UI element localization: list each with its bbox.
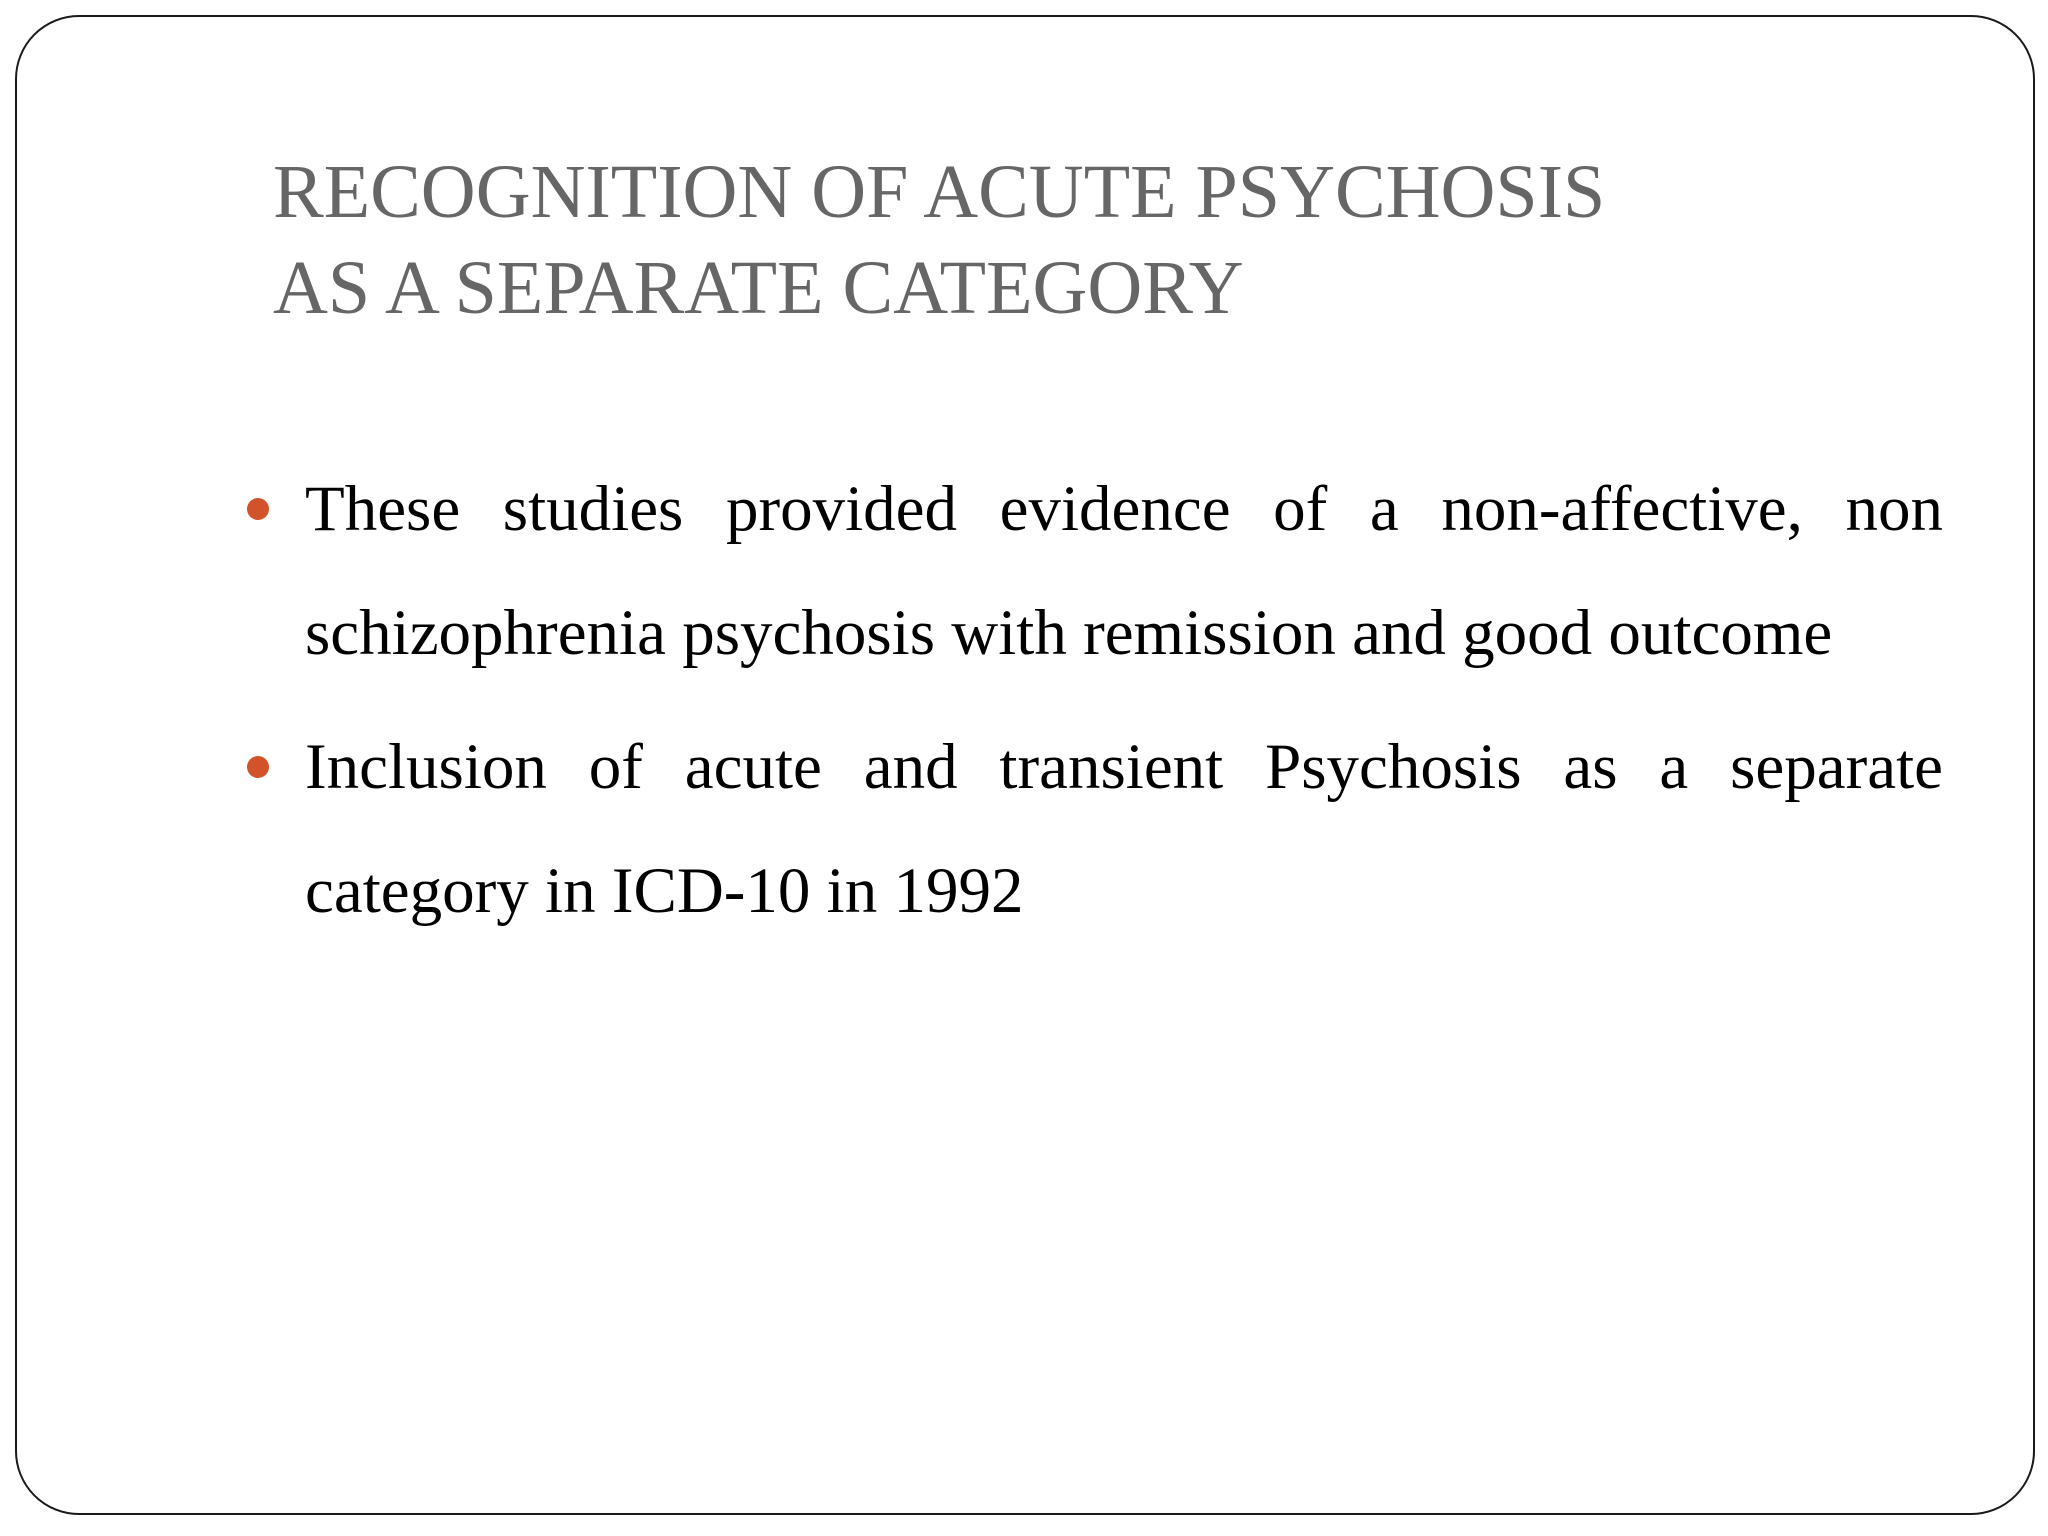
slide-title — [273, 144, 1913, 336]
bullet-list — [243, 447, 1943, 963]
title-line-1: RECOGNITION OF ACUTE PSYCHOSIS — [273, 150, 1606, 234]
slide-frame — [15, 15, 2035, 1515]
bullet-text: These studies provided evidence of a non-affective, non schizophrenia psychosis with remission and good outcome — [305, 473, 1943, 669]
bullet-item-evidence — [243, 447, 1943, 695]
bullet-dot-icon — [247, 756, 269, 778]
bullet-text: Inclusion of acute and transient Psychosis as a separate category in ICD-10 in 1992 — [305, 731, 1943, 927]
bullet-item-icd10 — [243, 705, 1943, 953]
title-line-2: AS A SEPARATE CATEGORY — [273, 246, 1244, 330]
bullet-dot-icon — [247, 498, 269, 520]
